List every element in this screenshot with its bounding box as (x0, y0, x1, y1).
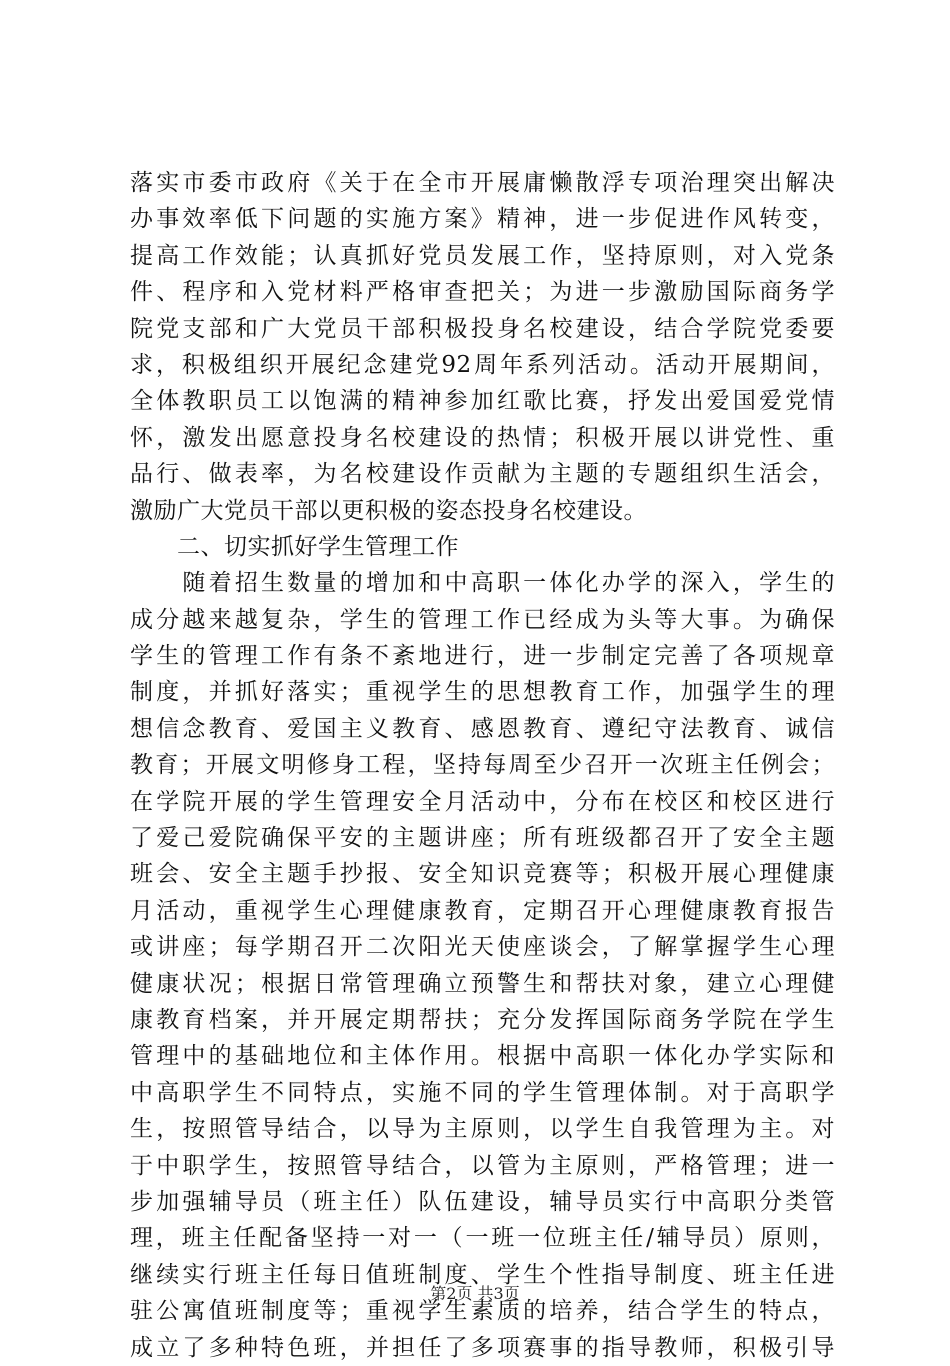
text-line: 或讲座；每学期召开二次阳光天使座谈会，了解掌握学生心理 (130, 934, 835, 961)
text-line: 步加强辅导员（班主任）队伍建设，辅导员实行中高职分类管 (130, 1188, 835, 1215)
text-line: 落实市委市政府《关于在全市开展庸懒散浮专项治理突出解决 (130, 170, 835, 196)
text-line: 了爱己爱院确保平安的主题讲座；所有班级都召开了安全主题 (130, 825, 835, 852)
text-line: 康教育档案，并开展定期帮扶；充分发挥国际商务学院在学生 (130, 1006, 835, 1033)
body-text (130, 165, 835, 1366)
text-line: 办事效率低下问题的实施方案》精神，进一步促进作风转变， (130, 206, 835, 233)
text-line: 月活动，重视学生心理健康教育，定期召开心理健康教育报告 (130, 897, 835, 924)
text-line: 班会、安全主题手抄报、安全知识竞赛等；积极开展心理健康 (130, 861, 835, 888)
text-line: 管理中的基础地位和主体作用。根据中高职一体化办学实际和 (130, 1043, 835, 1070)
text-line: 提高工作效能；认真抓好党员发展工作，坚持原则，对入党条 (130, 242, 835, 269)
page-footer (0, 1281, 950, 1304)
text-line: 件、程序和入党材料严格审查把关；为进一步激励国际商务学 (130, 279, 835, 306)
text-line: 继续实行班主任每日值班制度、学生个性指导制度、班主任进 (130, 1261, 835, 1288)
text-line: 生，按照管导结合，以导为主原则，以学生自我管理为主。对 (130, 1116, 835, 1143)
text-line: 随着招生数量的增加和中高职一体化办学的深入，学生的 (130, 570, 835, 597)
text-line: 制度，并抓好落实；重视学生的思想教育工作，加强学生的理 (130, 679, 835, 706)
text-line: 求，积极组织开展纪念建党92周年系列活动。活动开展期间， (130, 351, 835, 378)
text-line: 在学院开展的学生管理安全月活动中，分布在校区和校区进行 (130, 788, 835, 815)
text-line: 品行、做表率，为名校建设作贡献为主题的专题组织生活会， (130, 461, 835, 488)
text-line: 成分越来越复杂，学生的管理工作已经成为头等大事。为确保 (130, 606, 835, 633)
text-line: 驻公寓值班制度等；重视学生素质的培养，结合学生的特点， (130, 1298, 835, 1325)
text-line: 院党支部和广大党员干部积极投身名校建设，结合学院党委要 (130, 315, 835, 342)
text-line: 于中职学生，按照管导结合，以管为主原则，严格管理；进一 (130, 1152, 835, 1179)
text-line: 激励广大党员干部以更积极的姿态投身名校建设。 (130, 497, 647, 524)
text-line: 理，班主任配备坚持一对一（一班一位班主任/辅导员）原则， (130, 1225, 835, 1252)
text-line: 成立了多种特色班，并担任了多项赛事的指导教师，积极引导 (130, 1334, 835, 1361)
text-line: 想信念教育、爱国主义教育、感恩教育、遵纪守法教育、诚信 (130, 715, 835, 742)
text-line: 全体教职员工以饱满的精神参加红歌比赛，抒发出爱国爱党情 (130, 388, 835, 415)
text-line: 教育；开展文明修身工程，坚持每周至少召开一次班主任例会； (130, 752, 835, 779)
section-heading: 二、切实抓好学生管理工作 (130, 533, 459, 560)
page-number: 第2页 共3页 (430, 1284, 520, 1303)
text-line: 健康状况；根据日常管理确立预警生和帮扶对象，建立心理健 (130, 970, 835, 997)
text-line: 学生的管理工作有条不紊地进行，进一步制定完善了各项规章 (130, 643, 835, 670)
text-line: 中高职学生不同特点，实施不同的学生管理体制。对于高职学 (130, 1079, 835, 1106)
text-line: 怀，激发出愿意投身名校建设的热情；积极开展以讲党性、重 (130, 424, 835, 451)
